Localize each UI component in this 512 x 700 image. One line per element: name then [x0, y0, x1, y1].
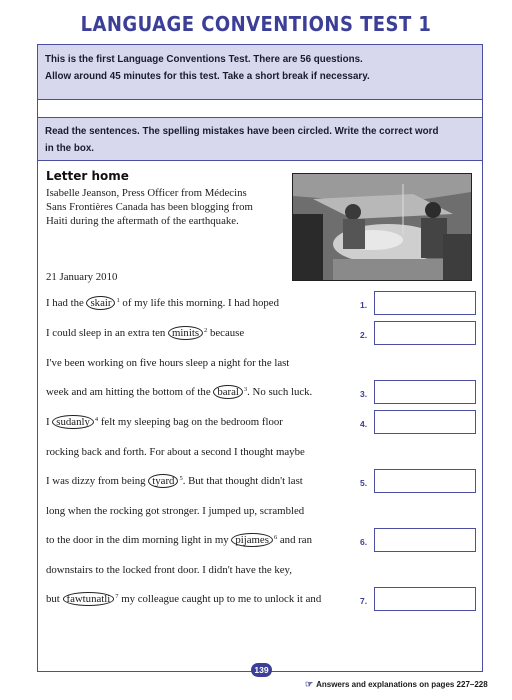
text-line: I could sleep in an extra ten minits $^2$ because	[46, 327, 245, 339]
instructions-line-2: in the box.	[45, 143, 94, 154]
text-line: I was dizzy from being tyard $^5$. But that thought didn't last	[46, 475, 303, 487]
answer-box-2[interactable]	[374, 321, 476, 345]
text-line: but fawtunatli $^7$ my colleague caught up to me to unlock it and	[46, 593, 322, 605]
pointing-hand-icon: ☞	[305, 679, 314, 689]
article-byline	[46, 186, 286, 228]
earthquake-photo	[292, 173, 472, 281]
text-line: to the door in the dim morning light in my pijames $^6$ and ran	[46, 534, 312, 546]
footer-note-text: Answers and explanations on pages 227–228	[316, 680, 488, 689]
answer-box-1[interactable]	[374, 291, 476, 315]
text-line: long when the rocking got stronger. I jumped up, scrambled	[46, 505, 305, 517]
byline-line: Haiti during the aftermath of the earthquake.	[46, 215, 239, 227]
circled-word: minits	[168, 326, 203, 340]
answer-box-6[interactable]	[374, 528, 476, 552]
circled-word: baral	[213, 385, 243, 399]
text-line: I sudanly $^4$ felt my sleeping bag on the bedroom floor	[46, 416, 283, 428]
circled-word: fawtunatli	[63, 592, 115, 606]
instructions-band	[38, 117, 482, 161]
text-line: downstairs to the locked front door. I didn't have the key,	[46, 564, 292, 576]
answer-box-4[interactable]	[374, 410, 476, 434]
text-line: week and am hitting the bottom of the baral $^3$. No such luck.	[46, 386, 313, 398]
answer-box-7[interactable]	[374, 587, 476, 611]
question-number: 4.	[360, 419, 368, 429]
question-number: 1.	[360, 300, 368, 310]
text-line: I've been working on five hours sleep a night for the last	[46, 357, 290, 369]
letter-date: 21 January 2010	[46, 271, 118, 283]
answer-box-3[interactable]	[374, 380, 476, 404]
circled-word: pijames	[231, 533, 273, 547]
intro-band	[38, 45, 482, 100]
text-line: rocking back and forth. For about a second I thought maybe	[46, 446, 305, 458]
question-number: 5.	[360, 478, 368, 488]
test-frame	[37, 44, 483, 672]
instructions-line-1: Read the sentences. The spelling mistakes have been circled. Write the correct word	[45, 126, 439, 137]
question-number: 6.	[360, 537, 368, 547]
byline-line: Sans Frontières Canada has been blogging from	[46, 201, 253, 213]
question-number: 7.	[360, 596, 368, 606]
text-line: I had the skair $^1$ of my life this morning. I had hoped	[46, 297, 279, 309]
page-title: LANGUAGE CONVENTIONS TEST 1	[80, 12, 432, 36]
question-number: 2.	[360, 330, 368, 340]
footer-note	[305, 679, 488, 690]
intro-line-2: Allow around 45 minutes for this test. Take a short break if necessary.	[45, 71, 370, 82]
answer-box-5[interactable]	[374, 469, 476, 493]
article-title: Letter home	[46, 169, 129, 183]
byline-line: Isabelle Jeanson, Press Officer from Médecins	[46, 187, 247, 199]
intro-line-1: This is the first Language Conventions Test. There are 56 questions.	[45, 54, 363, 65]
question-number: 3.	[360, 389, 368, 399]
page-number-badge: 139	[251, 663, 272, 677]
circled-word: skair	[86, 296, 115, 310]
circled-word: tyard	[148, 474, 178, 488]
photo-illustration	[293, 174, 471, 280]
circled-word: sudanly	[52, 415, 94, 429]
